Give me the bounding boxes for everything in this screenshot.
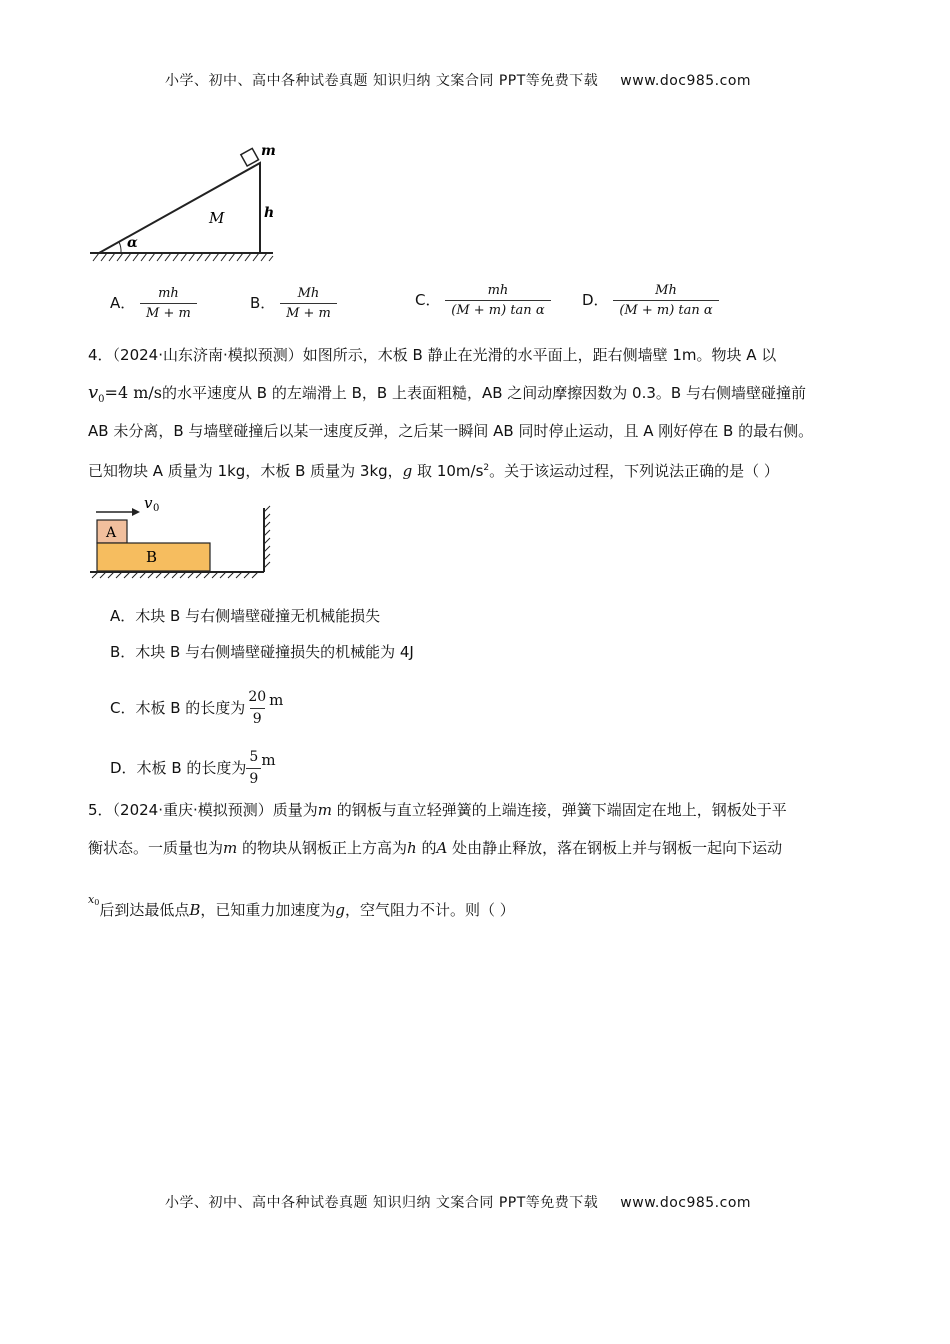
q5-line-2 bbox=[88, 836, 782, 860]
fraction-denominator: 9 bbox=[246, 768, 261, 788]
unit: m bbox=[261, 751, 276, 769]
q5-line-3-b: ，已知重力加速度为 bbox=[200, 901, 336, 919]
label-M: M bbox=[209, 209, 225, 227]
option-label: D． bbox=[582, 291, 609, 309]
q5-line-1-b: 的钢板与直立轻弹簧的上端连接，弹簧下端固定在地上，钢板处于平 bbox=[332, 801, 787, 819]
label-v0: v bbox=[144, 494, 153, 512]
label-alpha: α bbox=[127, 235, 138, 251]
g-symbol: g bbox=[335, 901, 345, 919]
v0-subscript: 0 bbox=[98, 394, 105, 405]
g-symbol: g bbox=[402, 462, 413, 480]
option-label: B． bbox=[250, 294, 276, 312]
q4-line-2 bbox=[88, 381, 806, 412]
fraction-numerator: 20 bbox=[248, 689, 267, 705]
m-symbol: m bbox=[317, 801, 332, 819]
q4-line-4-b: 取 10m/s bbox=[412, 462, 484, 480]
v0-value: =4 m/s bbox=[104, 383, 162, 402]
page-footer bbox=[165, 1192, 751, 1212]
q4-line-2-text: 的水平速度从 B 的左端滑上 B，B 上表面粗糙，AB 之间动摩擦因数为 0.3。B 与右侧墙壁碰撞前 bbox=[162, 384, 806, 402]
q4-option-d[interactable] bbox=[110, 736, 276, 792]
label-v0-sub: 0 bbox=[153, 503, 160, 514]
fraction-denominator: (M + m) tan α bbox=[445, 300, 550, 318]
fraction-numerator: Mh bbox=[297, 286, 320, 301]
fraction bbox=[445, 283, 550, 318]
q4-line-4 bbox=[88, 456, 779, 483]
x0-symbol: x bbox=[88, 893, 95, 906]
header-text: 小学、初中、高中各种试卷真题 知识归纳 文案合同 PPT等免费下载 bbox=[165, 73, 599, 89]
option-label: A． bbox=[110, 294, 136, 312]
q5-line-3-a: 后到达最低点 bbox=[99, 901, 190, 919]
fraction bbox=[280, 286, 337, 321]
fraction bbox=[613, 283, 718, 318]
fraction-denominator: M + m bbox=[280, 303, 337, 321]
q5-line-1-a: 5．（2024·重庆·模拟预测）质量为 bbox=[88, 801, 318, 819]
fraction-denominator: M + m bbox=[140, 303, 197, 321]
page-header bbox=[165, 70, 751, 90]
unit: m bbox=[269, 691, 284, 709]
header-site-link[interactable]: www.doc985.com bbox=[620, 73, 752, 89]
label-m: m bbox=[261, 143, 276, 159]
option-text: D．木板 B 的长度为 bbox=[110, 759, 247, 777]
fraction-numerator: Mh bbox=[655, 283, 677, 298]
q4-line-1: 4．（2024·山东济南·模拟预测）如图所示，木板 B 静止在光滑的水平面上，距右侧墙壁 1m。物块 A 以 bbox=[88, 346, 777, 364]
board-figure bbox=[88, 492, 278, 582]
q3-option-b[interactable] bbox=[250, 286, 337, 321]
option-text: C．木板 B 的长度为 bbox=[110, 699, 246, 717]
q5-line-1 bbox=[88, 798, 787, 822]
label-board-b: B bbox=[146, 548, 158, 566]
fraction bbox=[246, 749, 261, 788]
q4-line-4-c: 。关于该运动过程，下列说法正确的是（ ） bbox=[489, 462, 779, 480]
q5-line-3 bbox=[88, 893, 515, 925]
q5-line-2-a: 衡状态。一质量也为 bbox=[88, 839, 224, 857]
small-block bbox=[241, 148, 259, 166]
q3-option-d[interactable] bbox=[582, 283, 719, 318]
q3-option-c[interactable] bbox=[415, 283, 551, 318]
arrow-head-icon bbox=[132, 508, 140, 516]
footer-text: 小学、初中、高中各种试卷真题 知识归纳 文案合同 PPT等免费下载 bbox=[165, 1195, 599, 1211]
q3-option-a[interactable] bbox=[110, 286, 197, 321]
q5-line-2-b: 的物块从钢板正上方高为 bbox=[237, 839, 408, 857]
option-label: C． bbox=[415, 291, 441, 309]
fraction bbox=[245, 689, 269, 728]
fraction-numerator: mh bbox=[487, 283, 509, 298]
fraction-numerator: mh bbox=[158, 286, 179, 301]
q4-option-c[interactable] bbox=[110, 676, 283, 732]
fraction-denominator: 9 bbox=[250, 708, 265, 728]
angle-arc bbox=[119, 242, 121, 253]
v0-symbol: v bbox=[88, 382, 99, 403]
point-a-symbol: A bbox=[436, 839, 448, 857]
label-block-a: A bbox=[106, 525, 117, 541]
q4-line-4-a: 已知物块 A 质量为 1kg，木板 B 质量为 3kg， bbox=[88, 462, 403, 480]
incline-figure bbox=[85, 135, 285, 267]
footer-site-link[interactable]: www.doc985.com bbox=[620, 1195, 752, 1211]
point-b-symbol: B bbox=[189, 901, 201, 919]
h-symbol: h bbox=[407, 839, 417, 857]
fraction bbox=[140, 286, 197, 321]
q5-line-3-c: ，空气阻力不计。则（ ） bbox=[344, 901, 515, 919]
q4-line-3: AB 未分离，B 与墙壁碰撞后以某一速度反弹，之后某一瞬间 AB 同时停止运动，且 A 刚好停在 B 的最右侧。 bbox=[88, 422, 814, 440]
q5-line-2-d: 处由静止释放，落在钢板上并与钢板一起向下运动 bbox=[447, 839, 783, 857]
ground-hatch bbox=[93, 253, 273, 261]
fraction-denominator: (M + m) tan α bbox=[613, 300, 718, 318]
fraction-numerator: 5 bbox=[249, 749, 259, 765]
superscript: 2 bbox=[483, 463, 490, 473]
x0-subscript: 0 bbox=[94, 898, 100, 907]
q4-option-b[interactable]: B．木块 B 与右侧墙壁碰撞损失的机械能为 4J bbox=[110, 643, 414, 661]
q4-option-a[interactable]: A．木块 B 与右侧墙壁碰撞无机械能损失 bbox=[110, 607, 381, 625]
incline-block bbox=[99, 163, 260, 253]
m-symbol: m bbox=[223, 839, 238, 857]
label-h: h bbox=[264, 205, 275, 221]
q5-line-2-c: 的 bbox=[416, 839, 437, 857]
